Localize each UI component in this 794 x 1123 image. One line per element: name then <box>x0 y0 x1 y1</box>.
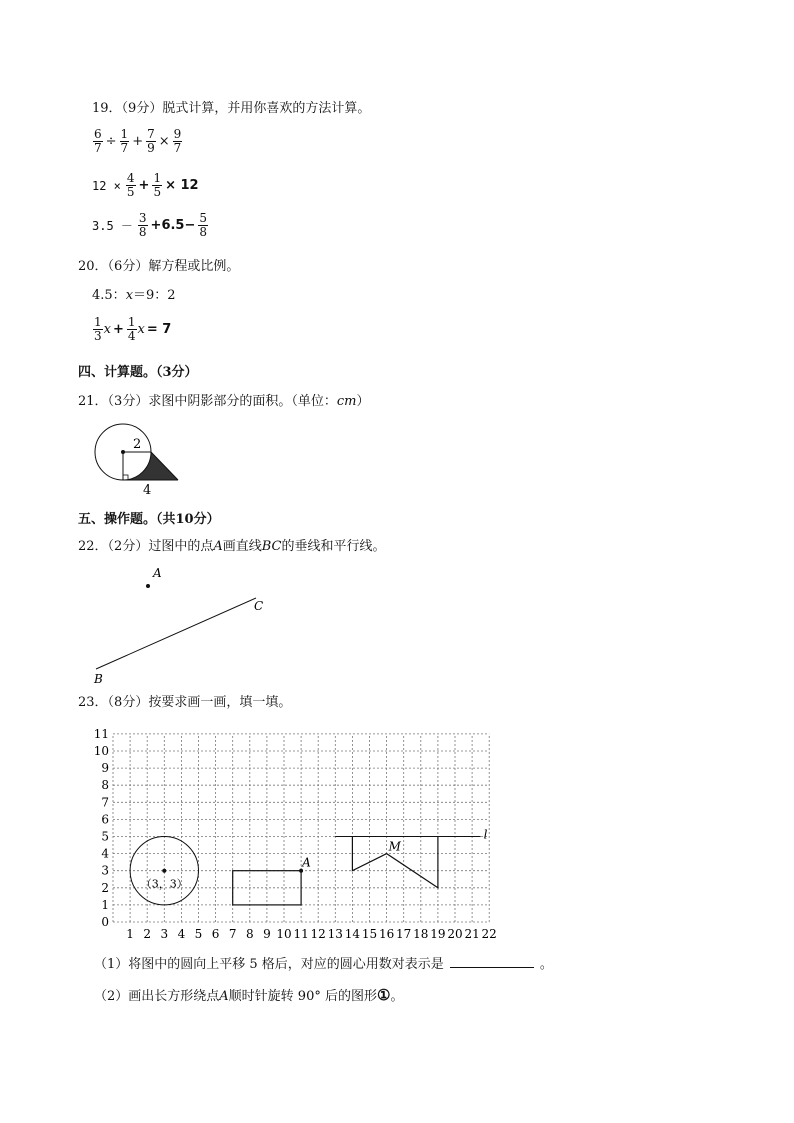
y-tick-label: 5 <box>101 829 109 844</box>
q23-title: 23．（8分）按要求画一画，填一填。 <box>78 695 292 710</box>
x-tick-label: 15 <box>361 927 378 941</box>
circle-center-label: （3，3） <box>140 877 188 891</box>
x-tick-label: 9 <box>263 927 271 941</box>
y-tick-label: 1 <box>101 897 109 912</box>
x-tick-label: 21 <box>464 927 480 941</box>
fraction: $\frac{6}{7}$ <box>94 127 102 155</box>
y-tick-label: 6 <box>101 812 109 827</box>
fraction: $\frac{9}{7}$ <box>173 127 182 155</box>
section-4-heading: 四、计算题。（3分） <box>78 365 198 380</box>
fraction: $\frac{7}{9}$ <box>147 127 155 155</box>
section-5-heading: 五、操作题。（共10分） <box>78 512 220 527</box>
x-tick-label: 3 <box>160 927 169 941</box>
y-tick-label: 9 <box>101 761 109 776</box>
x-tick-label: 5 <box>194 927 203 941</box>
q20-title: 20．（6分）解方程或比例。 <box>78 259 240 274</box>
y-tick-label: 3 <box>101 863 109 878</box>
y-tick-label: 11 <box>93 726 109 741</box>
answer-blank[interactable] <box>450 955 534 968</box>
label-a: A <box>302 855 311 870</box>
center-point <box>121 450 125 454</box>
fraction: $\frac{1}{4}$ <box>127 315 136 343</box>
q21-figure <box>88 418 188 498</box>
q20-equation: $\frac{1}{3}$ x + $\frac{1}{4}$ x = 7 <box>94 315 172 343</box>
y-tick-label: 7 <box>101 795 109 810</box>
x-tick-label: 11 <box>293 927 309 941</box>
point-a <box>146 584 150 588</box>
fraction: $\frac{1}{5}$ <box>153 171 162 199</box>
x-tick-label: 20 <box>447 927 463 941</box>
x-tick-label: 16 <box>378 927 395 941</box>
q21-title: 21．（3分）求图中阴影部分的面积。（单位：cm） <box>78 394 370 409</box>
label-c: C <box>254 599 264 613</box>
q19-expr-1: $\frac{6}{7}$ ÷ $\frac{1}{7}$ + $\frac{7}{9}$ × $\frac{9}{7}$ <box>94 127 182 155</box>
q23-sub2: （2）画出长方形绕点A顺时针旋转 90° 后的图形①。 <box>94 986 404 1004</box>
y-tick-label: 0 <box>101 915 109 929</box>
fraction: $\frac{5}{8}$ <box>199 211 208 239</box>
x-tick-label: 2 <box>143 927 152 941</box>
q19-expr-2: 12 × $\frac{4}{5}$ + $\frac{1}{5}$ × 12 <box>92 171 199 199</box>
label-a: A <box>153 566 162 580</box>
x-tick-label: 12 <box>310 927 326 941</box>
label-l: l <box>483 827 488 842</box>
x-tick-label: 4 <box>177 927 186 941</box>
x-tick-label: 6 <box>211 927 220 941</box>
fraction: $\frac{3}{8}$ <box>138 211 147 239</box>
label-radius: 2 <box>133 437 142 452</box>
fraction: $\frac{4}{5}$ <box>126 171 135 199</box>
x-tick-label: 1 <box>126 927 134 941</box>
y-tick-label: 10 <box>93 744 109 758</box>
x-tick-label: 13 <box>327 927 343 941</box>
x-tick-label: 14 <box>344 927 361 941</box>
q22-figure <box>88 562 278 688</box>
circle-center-point <box>162 869 166 873</box>
y-tick-label: 4 <box>101 846 109 861</box>
q19-title: 19．（9分）脱式计算，并用你喜欢的方法计算。 <box>92 101 371 116</box>
label-base: 4 <box>143 483 152 498</box>
y-tick-label: 2 <box>101 880 109 895</box>
x-tick-label: 7 <box>228 927 237 941</box>
q23-sub1: （1）将图中的圆向上平移 5 格后，对应的圆心用数对表示是 。 <box>94 957 553 972</box>
fraction: $\frac{1}{3}$ <box>94 315 102 343</box>
q23-grid-figure <box>88 722 508 944</box>
x-tick-label: 10 <box>276 927 292 941</box>
x-tick-label: 18 <box>413 927 429 941</box>
x-tick-label: 8 <box>245 927 254 941</box>
fraction: $\frac{1}{7}$ <box>120 127 129 155</box>
q22-title: 22．（2分）过图中的点A画直线BC的垂线和平行线。 <box>78 539 386 554</box>
x-tick-label: 22 <box>481 927 497 941</box>
line-bc <box>96 598 256 669</box>
y-tick-label: 8 <box>101 778 109 793</box>
q20-proportion: 4.5：x＝9：2 <box>92 288 176 303</box>
q19-expr-3: 3.5 － $\frac{3}{8}$ +6.5− $\frac{5}{8}$ <box>92 211 208 239</box>
label-b: B <box>94 672 103 686</box>
x-tick-label: 19 <box>430 927 446 941</box>
x-tick-label: 17 <box>396 927 412 941</box>
label-m: M <box>388 839 401 854</box>
